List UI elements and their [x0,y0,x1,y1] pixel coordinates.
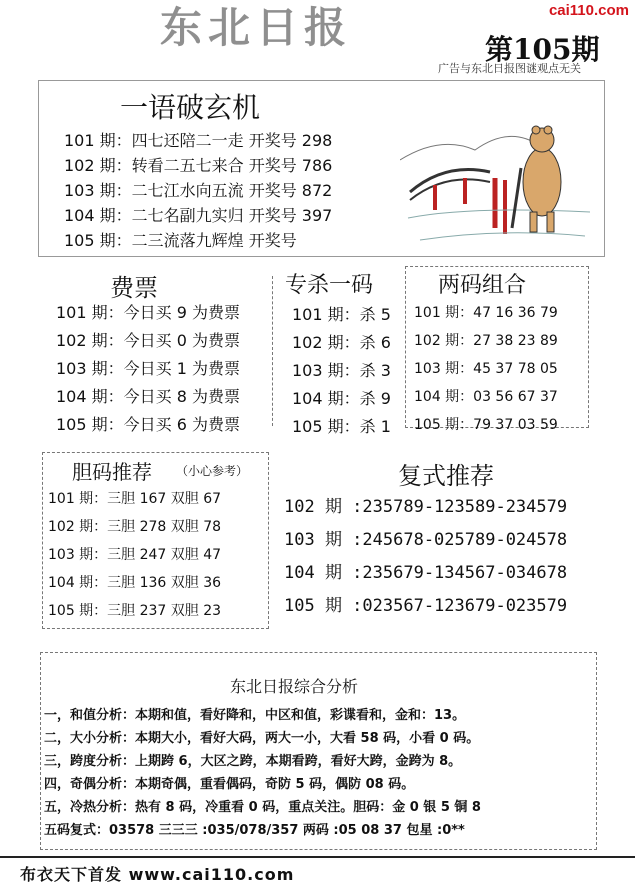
liangma-row: 103 期：45 37 78 05 [414,361,558,377]
liangma-row: 102 期：27 38 23 89 [414,333,558,349]
fushi-title: 复式推荐 [398,462,494,490]
column-divider [272,276,273,426]
analysis-row: 五，冷热分析：热有 8 码，冷重看 0 码，重点关注。胆码：金 0 银 5 铜 8 [44,800,481,815]
danma-title: 胆码推荐 [72,460,152,484]
feipiao-row: 101 期：今日买 9 为费票 [56,303,240,322]
analysis-row: 一，和值分析：本期和值，看好降和，中区和值，彩谍看和，金和：13。 [44,708,466,723]
analysis-row: 五码复式：03578 三三三 :035/078/357 两码 :05 08 37 包星 :0** [44,823,465,838]
liangma-title: 两码组合 [438,273,527,298]
brand-logo: cai110.com [548,2,629,19]
zhuansha-row: 104 期：杀 9 [292,389,391,408]
fushi-row: 102 期 :235789-123589-234579 [284,497,568,517]
zhuansha-row: 101 期：杀 5 [292,305,391,324]
liangma-row: 101 期：47 16 36 79 [414,305,558,321]
analysis-row: 二，大小分析：本期大小，看好大码，两大一小，大看 58 码，小看 0 码。 [44,731,480,746]
yiyu-row: 101 期：四七还陪二一走 开奖号 298 [64,131,333,150]
analysis-row: 四，奇偶分析：本期奇偶，重看偶码，奇防 5 码，偶防 08 码。 [44,777,415,792]
fushi-row: 103 期 :245678-025789-024578 [284,530,568,550]
fushi-row: 104 期 :235679-134567-034678 [284,563,568,583]
analysis-title: 东北日报综合分析 [230,677,359,696]
bear-with-cane-illustration [400,100,595,250]
yiyu-row: 105 期：二三流落九辉煌 开奖号 [64,231,297,250]
liangma-row: 104 期：03 56 67 37 [414,389,558,405]
yiyu-row: 103 期：二七江水向五流 开奖号 872 [64,181,333,200]
danma-row: 104 期：三胆 136 双胆 36 [48,575,222,591]
footer-divider [0,856,635,858]
zhuansha-row: 102 期：杀 6 [292,333,391,352]
analysis-row: 三，跨度分析：上期跨 6，大区之跨，本期看跨，看好大跨，金跨为 8。 [44,754,462,769]
bridge-illustration [410,170,505,235]
danma-row: 103 期：三胆 247 双胆 47 [48,547,222,563]
disclaimer: 广告与东北日报图谜观点无关 [438,62,581,75]
liangma-row: 105 期：79 37 03 59 [414,417,558,433]
zhuansha-row: 105 期：杀 1 [292,417,391,436]
feipiao-title: 费票 [110,274,158,302]
danma-row: 101 期：三胆 167 双胆 67 [48,491,222,507]
fushi-row: 105 期 :023567-123679-023579 [284,596,568,616]
zhuansha-row: 103 期：杀 3 [292,361,391,380]
issue-number: 第105期 [485,33,600,66]
yiyu-row: 102 期：转看二五七来合 开奖号 786 [64,156,333,175]
masthead-title: 东北日报 [160,3,353,52]
zhuansha-title: 专杀一码 [285,273,374,298]
yiyu-row: 104 期：二七名副九实归 开奖号 397 [64,206,333,225]
danma-row: 105 期：三胆 237 双胆 23 [48,603,222,619]
danma-row: 102 期：三胆 278 双胆 78 [48,519,222,535]
feipiao-row: 105 期：今日买 6 为费票 [56,415,240,434]
danma-note: （小心参考） [176,464,249,478]
feipiao-row: 103 期：今日买 1 为费票 [56,359,240,378]
feipiao-row: 102 期：今日买 0 为费票 [56,331,240,350]
feipiao-row: 104 期：今日买 8 为费票 [56,387,240,406]
yiyu-title: 一语破玄机 [120,91,261,124]
footer-text: 布衣天下首发 www.cai110.com [20,865,295,884]
